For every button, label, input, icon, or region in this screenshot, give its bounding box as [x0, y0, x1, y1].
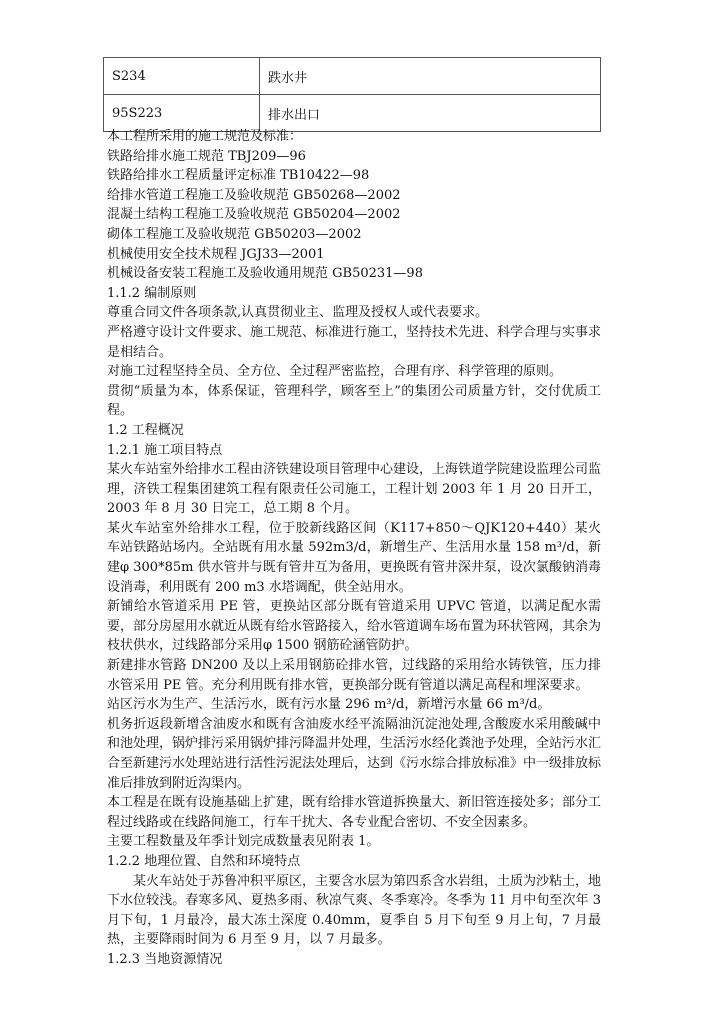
paragraph: 某火车站处于苏鲁冲积平原区，主要含水层为第四系含水岩组，土质为沙粘土，地下水位较浅。春寒多风、夏热多雨、秋凉气爽、冬季寒冷。冬季为 11 月中旬至次年 3 月下旬，1 月最冷，最大冻土深度 0.40mm，夏季自 5 月下旬至 9 月上旬，7 月最热，主要降雨时间为 6 月至 9 月，以 7 月最多。 — [107, 873, 602, 948]
paragraph: 某火车站室外给排水工程由济铁建设项目管理中心建设，上海铁道学院建设监理公司监理，济铁工程集团建筑工程有限责任公司施工，工程计划 2003 年 1 月 20 日开工，2003 年 8 月 30 日完工，总工期 8 个月。 — [107, 462, 602, 517]
paragraph: 尊重合同文件各项条款,认真贯彻业主、监理及授权人或代表要求。 — [107, 305, 489, 321]
paragraph: 本工程是在既有设施基础上扩建，既有给排水管道拆换量大、新旧管连接处多；部分工程过线路或在线路间施工，行车干扰大、各专业配合密切、不安全因素多。 — [107, 795, 602, 830]
standard-item: 砌体工程施工及验收规范 GB50203—2002 — [107, 226, 362, 242]
section-heading: 1.2.2 地理位置、自然和环境特点 — [107, 853, 301, 869]
paragraph: 对施工过程坚持全员、全方位、全过程严密监控，合理有序、科学管理的原则。 — [107, 364, 563, 380]
standard-item: 铁路给排水工程质量评定标准 TB10422—98 — [107, 168, 370, 184]
standards-heading: 本工程所采用的施工规范及标准： — [107, 129, 303, 144]
standard-item: 铁路给排水施工规范 TBJ209—96 — [107, 148, 306, 164]
table-row — [104, 58, 601, 95]
paragraph: 严格遵守设计文件要求、施工规范、标准进行施工，坚持技术先进、科学合理与实事求是相结合。 — [107, 324, 602, 360]
paragraph: 某火车站室外给排水工程，位于胶新线路区间（K117+850～QJK120+440）某火车站铁路站场内。全站既有用水量 592m3/d，新增生产、生活用水量 158 m³/d，新建φ 300*85m 供水管井与既有管井互为备用，更换既有管井深井泵，设次氯酸钠消毒设消毒，利用既有 200 m3 水塔调配，供全站用水。 — [107, 520, 601, 595]
standard-item: 给排水管道工程施工及验收规范 GB50268—2002 — [107, 187, 401, 203]
paragraph: 主要工程数量及年季计划完成数量表见附表 1。 — [107, 834, 380, 850]
section-heading: 1.1.2 编制原则 — [107, 285, 197, 301]
section-heading: 1.2 工程概况 — [107, 422, 184, 438]
table-cell-code: 95S223 — [104, 95, 260, 132]
section-heading: 1.2.1 施工项目特点 — [107, 442, 223, 458]
table-cell-name: 排水出口 — [260, 95, 601, 132]
standard-item: 机械设备安装工程施工及验收通用规范 GB50231—98 — [107, 266, 423, 282]
drawing-code-table — [103, 57, 601, 132]
document-body — [107, 127, 601, 970]
paragraph: 新建排水管路 DN200 及以上采用钢筋砼排水管，过线路的采用给水铸铁管，压力排水管采用 PE 管。充分利用既有排水管，更换部分既有管道以满足高程和埋深要求。 — [107, 658, 601, 693]
table-cell-name: 跌水井 — [260, 58, 601, 95]
paragraph: 贯彻“质量为本，体系保证，管理科学，顾客至上”的集团公司质量方针，交付优质工程。 — [107, 383, 601, 419]
table-row — [104, 95, 601, 132]
section-heading: 1.2.3 当地资源情况 — [107, 951, 223, 967]
standard-item: 机械使用安全技术规程 JGJ33—2001 — [107, 246, 325, 262]
paragraph: 站区污水为生产、生活污水，既有污水量 296 m³/d，新增污水量 66 m³/d。 — [107, 697, 551, 713]
standard-item: 混凝土结构工程施工及验收规范 GB50204—2002 — [107, 207, 401, 223]
paragraph: 新铺给水管道采用 PE 管，更换站区部分既有管道采用 UPVC 管道，以满足配水需要，部分房屋用水就近从既有给水管路接入，给水管道调车场布置为环状管网，其余为枝状供水，过线路部分采用φ 1500 钢筋砼涵管防护。 — [107, 599, 602, 654]
table-cell-code: S234 — [104, 58, 260, 95]
paragraph: 机务折返段新增含油废水和既有含油废水经平流隔油沉淀池处理,含酸废水采用酸碱中和池处理，锅炉排污采用锅炉排污降温井处理，生活污水经化粪池予处理，全站污水汇合至新建污水处理站进行活性污泥法处理后，达到《污水综合排放标准》中一级排放标准后排放到附近沟渠内。 — [107, 716, 602, 791]
